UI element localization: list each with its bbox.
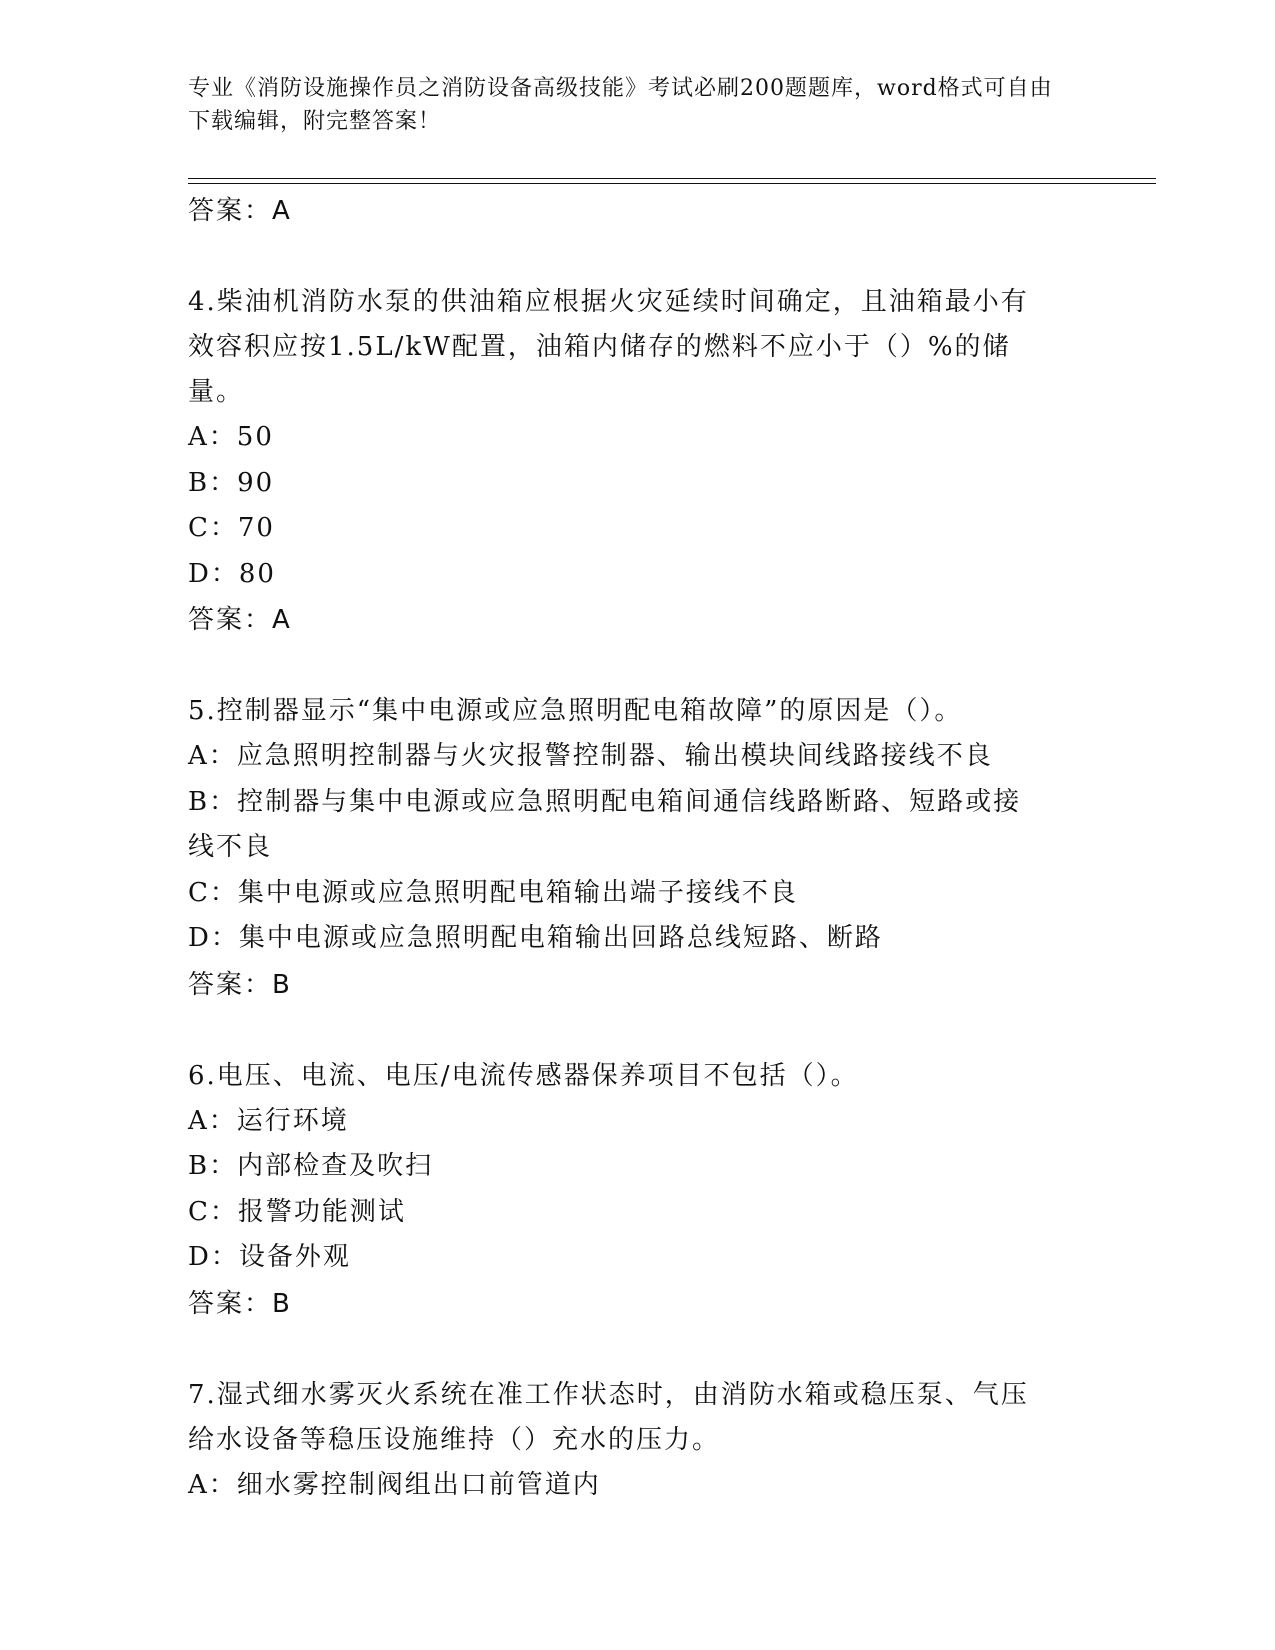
option-b: B：控制器与集中电源或应急照明配电箱间通信线路断路、短路或接线不良 (188, 786, 1022, 862)
header-rule-bottom (188, 183, 1156, 184)
header-rule-top (188, 178, 1156, 179)
option-b: B：90 (188, 467, 275, 498)
question-list (188, 188, 1088, 1508)
option-c: C：集中电源或应急照明配电箱输出端子接线不良 (188, 877, 798, 908)
option-a: A：应急照明控制器与火灾报警控制器、输出模块间线路接线不良 (188, 741, 993, 771)
document-header: 专业《消防设施操作员之消防设备高级技能》考试必刷200题题库，word格式可自由下载编辑，附完整答案！ (188, 76, 1053, 134)
option-d: D：集中电源或应急照明配电箱输出回路总线短路、断路 (188, 923, 883, 953)
option-c: C：70 (188, 513, 275, 543)
answer-line: 答案：B (188, 1288, 292, 1319)
answer-line: 答案：A (188, 196, 292, 226)
option-b: B：内部检查及吹扫 (188, 1151, 434, 1181)
question-stem: 5.控制器显示“集中电源或应急照明配电箱故障”的原因是（）。 (188, 696, 963, 726)
question-stem: 6.电压、电流、电压/电流传感器保养项目不包括（）。 (188, 1060, 859, 1091)
option-d: D：设备外观 (188, 1242, 351, 1272)
question-stem: 7.湿式细水雾灭火系统在准工作状态时，由消防水箱或稳压泵、气压给水设备等稳压设施维持（）充水的压力。 (188, 1379, 1029, 1455)
answer-line: 答案：A (188, 605, 292, 635)
option-a: A：50 (188, 422, 274, 452)
option-a: A：细水雾控制阀组出口前管道内 (188, 1469, 601, 1500)
option-d: D：80 (188, 558, 276, 589)
option-a: A：运行环境 (188, 1105, 349, 1136)
answer-line: 答案：B (188, 969, 292, 1000)
question-stem: 4.柴油机消防水泵的供油箱应根据火灾延续时间确定，且油箱最小有效容积应按1.5L/kW配置，油箱内储存的燃料不应小于（）%的储量。 (188, 287, 1029, 407)
option-c: C：报警功能测试 (188, 1196, 406, 1227)
